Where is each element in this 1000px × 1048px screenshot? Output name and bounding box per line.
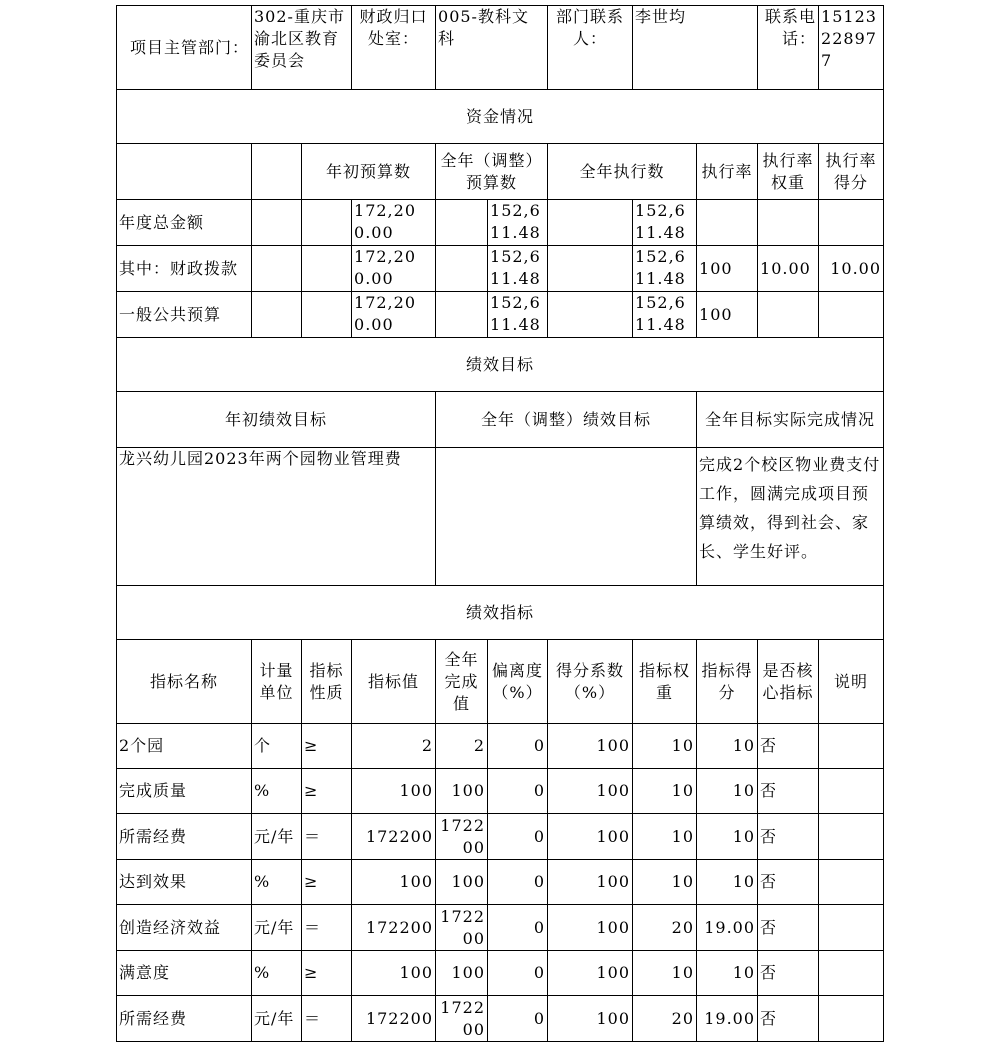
header-info-row <box>117 6 884 90</box>
indicator-coef: 100 <box>548 724 633 769</box>
actual-completion-text: 完成2个校区物业费支付工作，圆满完成项目预算绩效，得到社会、家长、学生好评。 <box>697 448 884 586</box>
indicator-nature: ＝ <box>302 905 352 951</box>
weight-cell <box>758 200 819 246</box>
indicator-score: 19.00 <box>697 905 758 951</box>
indicator-name: 所需经费 <box>117 814 252 860</box>
indicator-core: 否 <box>758 951 819 996</box>
funds-header-row <box>117 144 884 200</box>
deviation-header: 偏离度（%） <box>488 640 548 724</box>
adjusted-budget-cell: 152,611.48 <box>488 246 548 292</box>
indicator-core: 否 <box>758 996 819 1042</box>
indicator-core: 否 <box>758 860 819 905</box>
indicator-unit: 元/年 <box>252 814 302 860</box>
indicator-completed: 100 <box>436 860 488 905</box>
indicator-name-header: 指标名称 <box>117 640 252 724</box>
indicator-score-header: 指标得分 <box>697 640 758 724</box>
indicator-row <box>117 905 884 951</box>
indicator-unit: % <box>252 951 302 996</box>
score-header: 执行率得分 <box>819 144 884 200</box>
indicator-nature: ≥ <box>302 951 352 996</box>
indicator-note <box>819 996 884 1042</box>
indicator-deviation: 0 <box>488 860 548 905</box>
initial-budget-header: 年初预算数 <box>302 144 436 200</box>
indicator-coef: 100 <box>548 951 633 996</box>
funds-section-row <box>117 90 884 144</box>
indicator-value: 172200 <box>352 814 436 860</box>
indicator-weight: 10 <box>633 724 697 769</box>
indicator-note <box>819 769 884 814</box>
indicator-unit: 个 <box>252 724 302 769</box>
indicator-deviation: 0 <box>488 951 548 996</box>
indicator-value: 100 <box>352 860 436 905</box>
indicator-score: 10 <box>697 860 758 905</box>
indicator-nature: ≥ <box>302 860 352 905</box>
indicator-row <box>117 769 884 814</box>
indicator-unit: 元/年 <box>252 905 302 951</box>
goals-section-title: 绩效目标 <box>117 338 884 392</box>
initial-goal-text: 龙兴幼儿园2023年两个园物业管理费 <box>117 448 436 586</box>
indicator-score: 10 <box>697 724 758 769</box>
indicator-deviation: 0 <box>488 996 548 1042</box>
core-header: 是否核心指标 <box>758 640 819 724</box>
funds-row <box>117 292 884 338</box>
indicator-deviation: 0 <box>488 905 548 951</box>
indicator-name: 完成质量 <box>117 769 252 814</box>
indicators-section-title: 绩效指标 <box>117 586 884 640</box>
weight-header: 指标权重 <box>633 640 697 724</box>
indicator-weight: 20 <box>633 905 697 951</box>
indicator-weight: 10 <box>633 814 697 860</box>
finance-value: 005-教科文科 <box>436 6 548 90</box>
indicator-row <box>117 814 884 860</box>
dept-label: 项目主管部门： <box>117 6 252 90</box>
goals-header-row <box>117 392 884 448</box>
adjusted-goal-header: 全年（调整）绩效目标 <box>436 392 697 448</box>
indicator-coef: 100 <box>548 814 633 860</box>
finance-label: 财政归口处室： <box>352 6 436 90</box>
dept-value: 302-重庆市渝北区教育委员会 <box>252 6 352 90</box>
indicator-deviation: 0 <box>488 769 548 814</box>
goals-content-row <box>117 448 884 586</box>
indicator-name: 所需经费 <box>117 996 252 1042</box>
indicator-nature: ≥ <box>302 724 352 769</box>
indicator-note <box>819 860 884 905</box>
weight-cell <box>758 292 819 338</box>
execution-header: 全年执行数 <box>548 144 697 200</box>
phone-label: 联系电话： <box>758 6 819 90</box>
performance-evaluation-table <box>116 5 884 1042</box>
indicator-row <box>117 724 884 769</box>
unit-header: 计量单位 <box>252 640 302 724</box>
funds-section-title: 资金情况 <box>117 90 884 144</box>
indicator-note <box>819 814 884 860</box>
adjusted-budget-cell: 152,611.48 <box>488 200 548 246</box>
adjusted-budget-header: 全年（调整）预算数 <box>436 144 548 200</box>
funds-row-label: 年度总金额 <box>117 200 252 246</box>
indicator-value: 172200 <box>352 996 436 1042</box>
weight-header: 执行率权重 <box>758 144 819 200</box>
exec-rate-cell <box>697 200 758 246</box>
indicator-value: 2 <box>352 724 436 769</box>
contact-label: 部门联系人： <box>548 6 633 90</box>
score-cell <box>819 292 884 338</box>
indicator-score: 10 <box>697 814 758 860</box>
indicator-row <box>117 996 884 1042</box>
indicator-weight: 10 <box>633 951 697 996</box>
indicator-completed: 100 <box>436 951 488 996</box>
indicator-weight: 20 <box>633 996 697 1042</box>
indicator-completed: 172200 <box>436 996 488 1042</box>
indicator-core: 否 <box>758 814 819 860</box>
indicator-core: 否 <box>758 905 819 951</box>
indicator-row <box>117 951 884 996</box>
indicator-nature: ＝ <box>302 996 352 1042</box>
indicator-nature: ＝ <box>302 814 352 860</box>
indicator-unit: % <box>252 769 302 814</box>
funds-row-label: 其中：财政拨款 <box>117 246 252 292</box>
actual-completion-header: 全年目标实际完成情况 <box>697 392 884 448</box>
indicator-coef: 100 <box>548 860 633 905</box>
indicator-weight: 10 <box>633 860 697 905</box>
contact-value: 李世均 <box>633 6 758 90</box>
initial-budget-cell: 172,200.00 <box>352 246 436 292</box>
indicator-completed: 172200 <box>436 905 488 951</box>
nature-header: 指标性质 <box>302 640 352 724</box>
indicators-header-row <box>117 640 884 724</box>
adjusted-budget-cell: 152,611.48 <box>488 292 548 338</box>
indicator-note <box>819 951 884 996</box>
indicator-name: 2个园 <box>117 724 252 769</box>
indicator-note <box>819 724 884 769</box>
score-cell <box>819 200 884 246</box>
indicator-weight: 10 <box>633 769 697 814</box>
value-header: 指标值 <box>352 640 436 724</box>
initial-budget-cell: 172,200.00 <box>352 200 436 246</box>
indicator-core: 否 <box>758 769 819 814</box>
indicator-score: 10 <box>697 951 758 996</box>
indicator-unit: 元/年 <box>252 996 302 1042</box>
adjusted-goal-text <box>436 448 697 586</box>
indicator-note <box>819 905 884 951</box>
score-cell: 10.00 <box>819 246 884 292</box>
weight-cell: 10.00 <box>758 246 819 292</box>
indicator-completed: 100 <box>436 769 488 814</box>
execution-cell: 152,611.48 <box>633 246 697 292</box>
exec-rate-cell: 100 <box>697 246 758 292</box>
indicator-score: 10 <box>697 769 758 814</box>
indicator-value: 100 <box>352 951 436 996</box>
execution-cell: 152,611.48 <box>633 292 697 338</box>
indicator-value: 172200 <box>352 905 436 951</box>
completed-header: 全年完成值 <box>436 640 488 724</box>
indicator-name: 满意度 <box>117 951 252 996</box>
indicator-deviation: 0 <box>488 724 548 769</box>
indicator-completed: 172200 <box>436 814 488 860</box>
funds-row-label: 一般公共预算 <box>117 292 252 338</box>
funds-row <box>117 200 884 246</box>
note-header: 说明 <box>819 640 884 724</box>
indicator-row <box>117 860 884 905</box>
phone-value: 15123228977 <box>819 6 884 90</box>
indicator-coef: 100 <box>548 769 633 814</box>
indicator-name: 达到效果 <box>117 860 252 905</box>
indicator-core: 否 <box>758 724 819 769</box>
execution-cell: 152,611.48 <box>633 200 697 246</box>
indicator-name: 创造经济效益 <box>117 905 252 951</box>
indicator-unit: % <box>252 860 302 905</box>
coef-header: 得分系数（%） <box>548 640 633 724</box>
indicator-deviation: 0 <box>488 814 548 860</box>
initial-goal-header: 年初绩效目标 <box>117 392 436 448</box>
indicator-coef: 100 <box>548 905 633 951</box>
goals-section-row <box>117 338 884 392</box>
indicator-coef: 100 <box>548 996 633 1042</box>
indicator-value: 100 <box>352 769 436 814</box>
indicators-section-row <box>117 586 884 640</box>
initial-budget-cell: 172,200.00 <box>352 292 436 338</box>
indicator-score: 19.00 <box>697 996 758 1042</box>
indicator-completed: 2 <box>436 724 488 769</box>
funds-row <box>117 246 884 292</box>
exec-rate-header: 执行率 <box>697 144 758 200</box>
indicator-nature: ≥ <box>302 769 352 814</box>
exec-rate-cell: 100 <box>697 292 758 338</box>
